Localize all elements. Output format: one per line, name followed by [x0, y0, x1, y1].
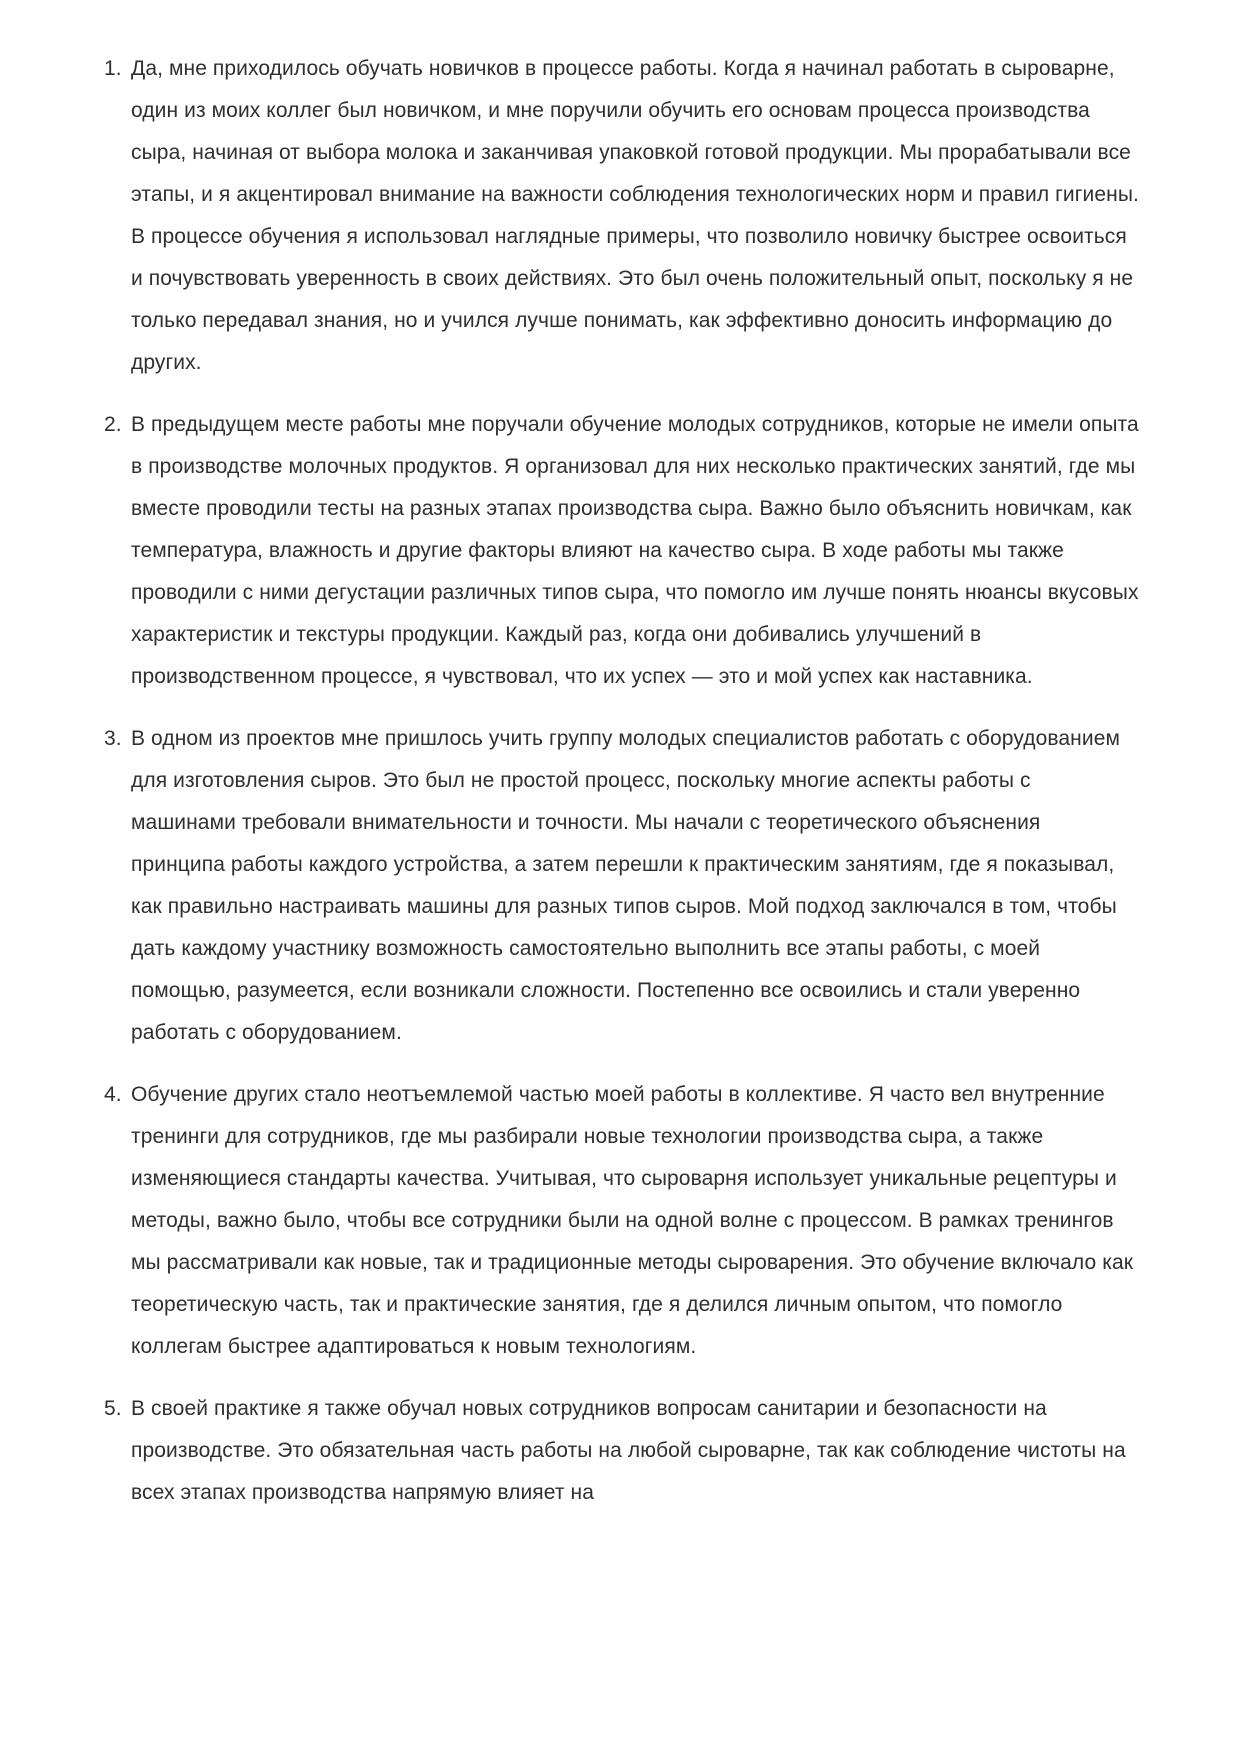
- list-item-text: В предыдущем месте работы мне поручали обучение молодых сотрудников, которые не имели опыта в производстве молочных продуктов. Я организовал для них несколько практических занятий, где мы вместе проводили тесты на разных этапах производства сыра. Важно было объяснить новичкам, как температура, влажность и другие факторы влияют на качество сыра. В ходе работы мы также проводили с ними дегустации различных типов сыра, что помогло им лучше понять нюансы вкусовых характеристик и текстуры продукции. Каждый раз, когда они добивались улучшений в производственном процессе, я чувствовал, что их успех — это и мой успех как наставника.: [131, 413, 1139, 688]
- list-item-number: 3.: [104, 727, 122, 750]
- list-item-text: Обучение других стало неотъемлемой частью моей работы в коллективе. Я часто вел внутренние тренинги для сотрудников, где мы разбирали новые технологии производства сыра, а также изменяющиеся стандарты качества. Учитывая, что сыроварня использует уникальные рецептуры и методы, важно было, чтобы все сотрудники были на одной волне с процессом. В рамках тренингов мы рассматривали как новые, так и традиционные методы сыроварения. Это обучение включало как теоретическую часть, так и практические занятия, где я делился личным опытом, что помогло коллегам быстрее адаптироваться к новым технологиям.: [131, 1083, 1134, 1358]
- list-item: [104, 718, 1140, 1054]
- list-item: [104, 48, 1140, 384]
- list-item: [104, 404, 1140, 698]
- list-item-number: 4.: [104, 1083, 122, 1106]
- list-item-text: Да, мне приходилось обучать новичков в процессе работы. Когда я начинал работать в сыроварне, один из моих коллег был новичком, и мне поручили обучить его основам процесса производства сыра, начиная от выбора молока и заканчивая упаковкой готовой продукции. Мы прорабатывали все этапы, и я акцентировал внимание на важности соблюдения технологических норм и правил гигиены. В процессе обучения я использовал наглядные примеры, что позволило новичку быстрее освоиться и почувствовать уверенность в своих действиях. Это был очень положительный опыт, поскольку я не только передавал знания, но и учился лучше понимать, как эффективно доносить информацию до других.: [131, 57, 1139, 374]
- list-item: [104, 1388, 1140, 1514]
- list-item-text: В одном из проектов мне пришлось учить группу молодых специалистов работать с оборудованием для изготовления сыров. Это был не простой процесс, поскольку многие аспекты работы с машинами требовали внимательности и точности. Мы начали с теоретического объяснения принципа работы каждого устройства, а затем перешли к практическим занятиям, где я показывал, как правильно настраивать машины для разных типов сыров. Мой подход заключался в том, чтобы дать каждому участнику возможность самостоятельно выполнить все этапы работы, с моей помощью, разумеется, если возникали сложности. Постепенно все освоились и стали уверенно работать с оборудованием.: [131, 727, 1121, 1044]
- list-item-number: 2.: [104, 413, 122, 436]
- list-item-number: 1.: [104, 57, 122, 80]
- list-item: [104, 1074, 1140, 1368]
- numbered-answer-list: [104, 48, 1140, 1514]
- list-item-text: В своей практике я также обучал новых сотрудников вопросам санитарии и безопасности на производстве. Это обязательная часть работы на любой сыроварне, так как соблюдение чистоты на всех этапах производства напрямую влияет на: [131, 1397, 1126, 1504]
- list-item-number: 5.: [104, 1397, 122, 1420]
